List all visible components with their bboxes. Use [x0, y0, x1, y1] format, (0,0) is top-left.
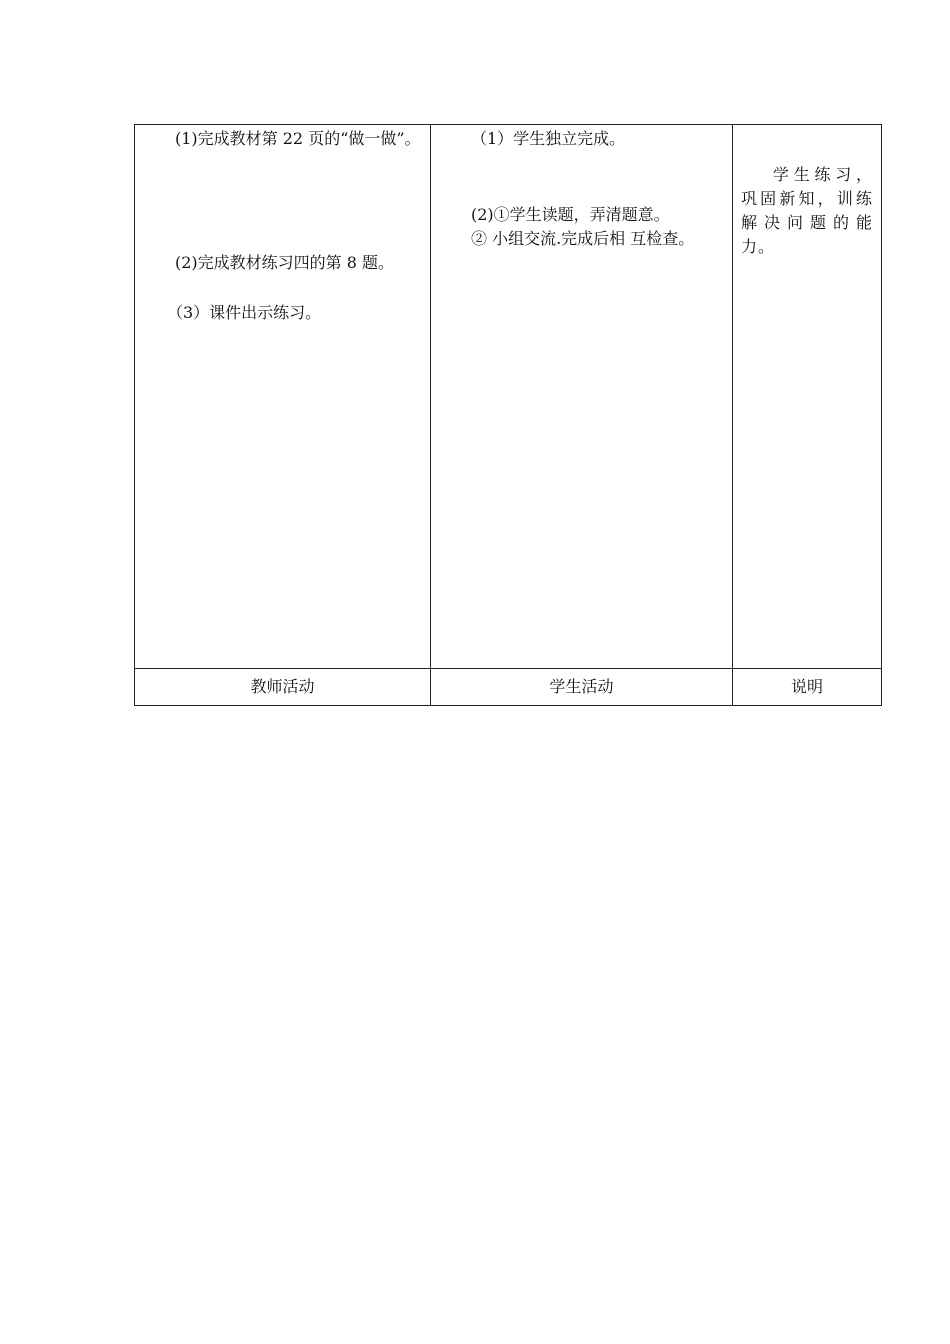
teacher-activity-cell — [135, 125, 431, 669]
lesson-table — [134, 124, 882, 706]
header-student-activity: 学生活动 — [431, 669, 733, 706]
student-item-2b: ② 小组交流.完成后相 互检查。 — [471, 229, 695, 248]
header-row — [135, 669, 882, 706]
student-activity-cell — [431, 125, 733, 669]
header-teacher-activity: 教师活动 — [135, 669, 431, 706]
teacher-item-1: (1)完成教材第 22 页的“做一做”。 — [175, 129, 421, 148]
content-row — [135, 125, 882, 669]
teacher-item-3: （3）课件出示练习。 — [167, 303, 322, 322]
note-text: 学生练习，巩固新知，训练解决问题的能力。 — [741, 165, 873, 256]
student-item-2a: (2)①学生读题，弄清题意。 — [471, 205, 670, 224]
header-note: 说明 — [733, 669, 882, 706]
note-cell — [733, 125, 882, 669]
student-item-1: （1）学生独立完成。 — [471, 129, 626, 148]
teacher-item-2: (2)完成教材练习四的第 8 题。 — [175, 253, 395, 272]
